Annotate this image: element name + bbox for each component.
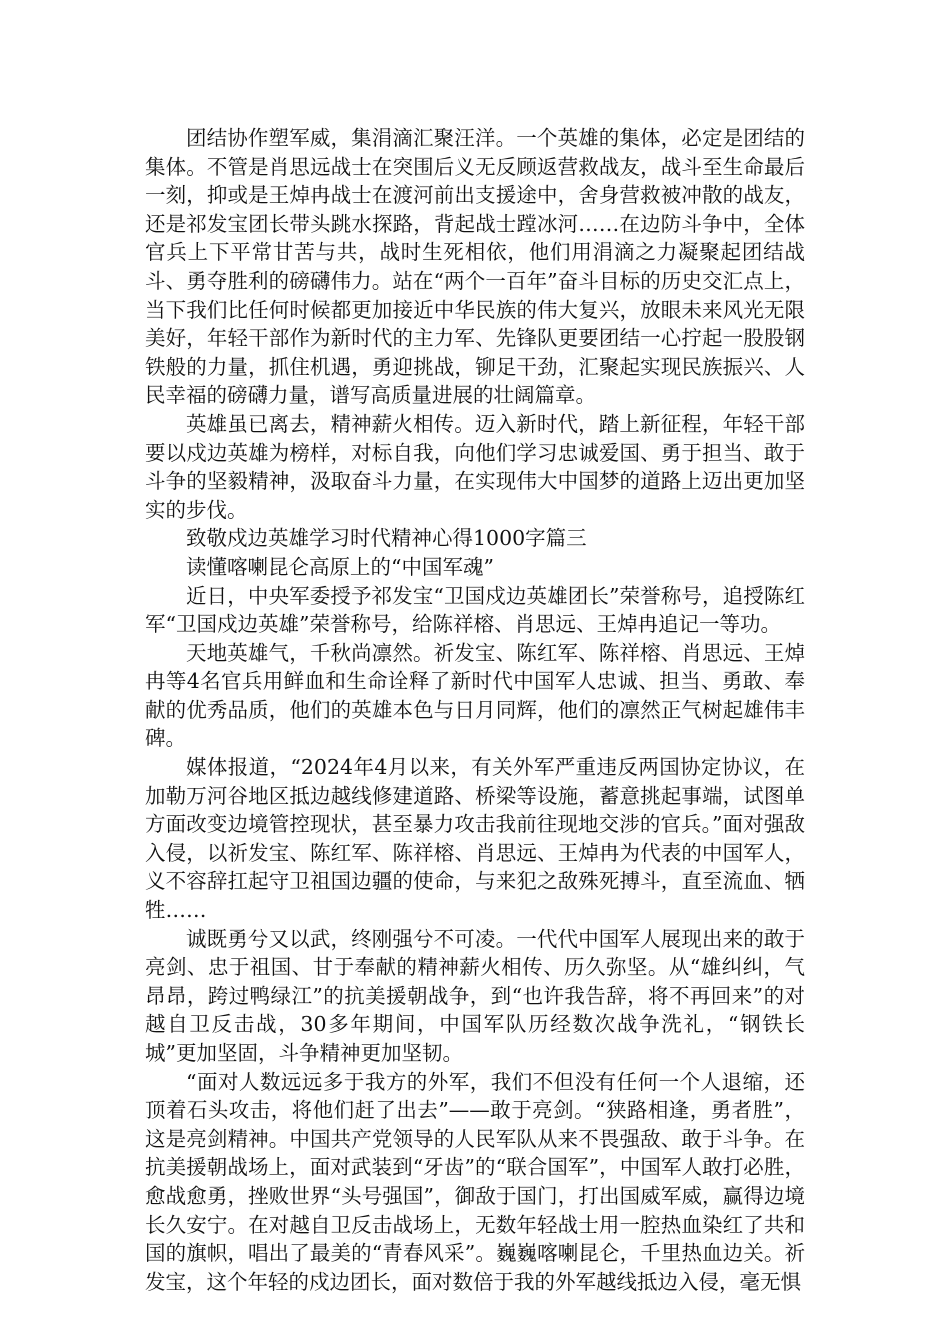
paragraph-media-report: 媒体报道，“2024年4月以来，有关外军严重违反两国协定协议，在加勒万河谷地区抵边越线修建道路、桥梁等设施，蓄意挑起事端，试图单方面改变边境管控现状，甚至暴力攻击我前往现地交涉的官兵。”面对强敌入侵，以祈发宝、陈红军、陈祥榕、肖思远、王焯冉为代表的中国军人，义不容辞扛起守卫祖国边疆的使命，与来犯之敌殊死搏斗，直至流血、牺牲……: [145, 755, 805, 923]
paragraph-unity: 团结协作塑军威，集涓滴汇聚汪洋。一个英雄的集体，必定是团结的集体。不管是肖思远战士在突围后义无反顾返营救战友，战斗至生命最后一刻，抑或是王焯冉战士在渡河前出支援途中，舍身营救被冲散的战友，还是祁发宝团长带头跳水探路，背起战士蹚冰河……在边防斗争中，全体官兵上下平常甘苦与共，战时生死相依，他们用涓滴之力凝聚起团结战斗、勇夺胜利的磅礴伟力。站在“两个一百年”奋斗目标的历史交汇点上，当下我们比任何时候都更加接近中华民族的伟大复兴，放眼未来风光无限美好，年轻干部作为新时代的主力军、先锋队更要团结一心拧起一股股钢铁般的力量，抓住机遇，勇迎挑战，铆足干劲，汇聚起实现民族振兴、人民幸福的磅礴力量，谱写高质量进展的壮阔篇章。: [145, 126, 805, 408]
paragraph-heroic-spirit: 天地英雄气，千秋尚凛然。祈发宝、陈红军、陈祥榕、肖思远、王焯冉等4名官兵用鲜血和生命诠释了新时代中国军人忠诚、担当、勇敢、奉献的优秀品质，他们的英雄本色与日月同辉，他们的凛然正气树起雄伟丰碑。: [145, 640, 805, 751]
paragraph-courage: 诚既勇兮又以武，终刚强兮不可凌。一代代中国军人展现出来的敢于亮剑、忠于祖国、甘于奉献的精神薪火相传、历久弥坚。从“雄纠纠，气昂昂，跨过鸭绿江”的抗美援朝战争，到“也许我告辞，将不再回来”的对越自卫反击战，30多年期间，中国军队历经数次战争洗礼，“钢铁长城”更加坚固，斗争精神更加坚韧。: [145, 926, 805, 1065]
paragraph-honors: 近日，中央军委授予祁发宝“卫国戍边英雄团长”荣誉称号，追授陈红军“卫国戍边英雄”荣誉称号，给陈祥榕、肖思远、王焯冉追记一等功。: [145, 583, 805, 637]
section-title: 致敬戍边英雄学习时代精神心得1000字篇三: [186, 526, 587, 551]
paragraph-heroes-legacy: 英雄虽已离去，精神薪火相传。迈入新时代，踏上新征程，年轻干部要以戍边英雄为榜样，对标自我，向他们学习忠诚爱国、勇于担当、敢于斗争的坚毅精神，汲取奋斗力量，在实现伟大中国梦的道路上迈出更加坚实的步伐。: [145, 411, 805, 522]
paragraph-dare-to-fight: “面对人数远远多于我方的外军，我们不但没有任何一个人退缩，还顶着石头攻击，将他们赶了出去”——敢于亮剑。“狭路相逢，勇者胜”，这是亮剑精神。中国共产党领导的人民军队从来不畏强敌、敢于斗争。在抗美援朝战场上，面对武装到“牙齿”的“联合国军”，中国军人敢打必胜，愈战愈勇，挫败世界“头号强国”，御敌于国门，打出国威军威，赢得边境长久安宁。在对越自卫反击战场上，无数年轻战士用一腔热血染红了共和国的旗帜，唱出了最美的“青春风采”。巍巍喀喇昆仑，千里热血边关。祈发宝，这个年轻的戍边团长，面对数倍于我的外军越线抵边入侵，毫无惧: [145, 1069, 805, 1294]
section-subtitle: 读懂喀喇昆仑高原上的“中国军魂”: [186, 554, 494, 579]
document-body: [145, 124, 805, 1296]
